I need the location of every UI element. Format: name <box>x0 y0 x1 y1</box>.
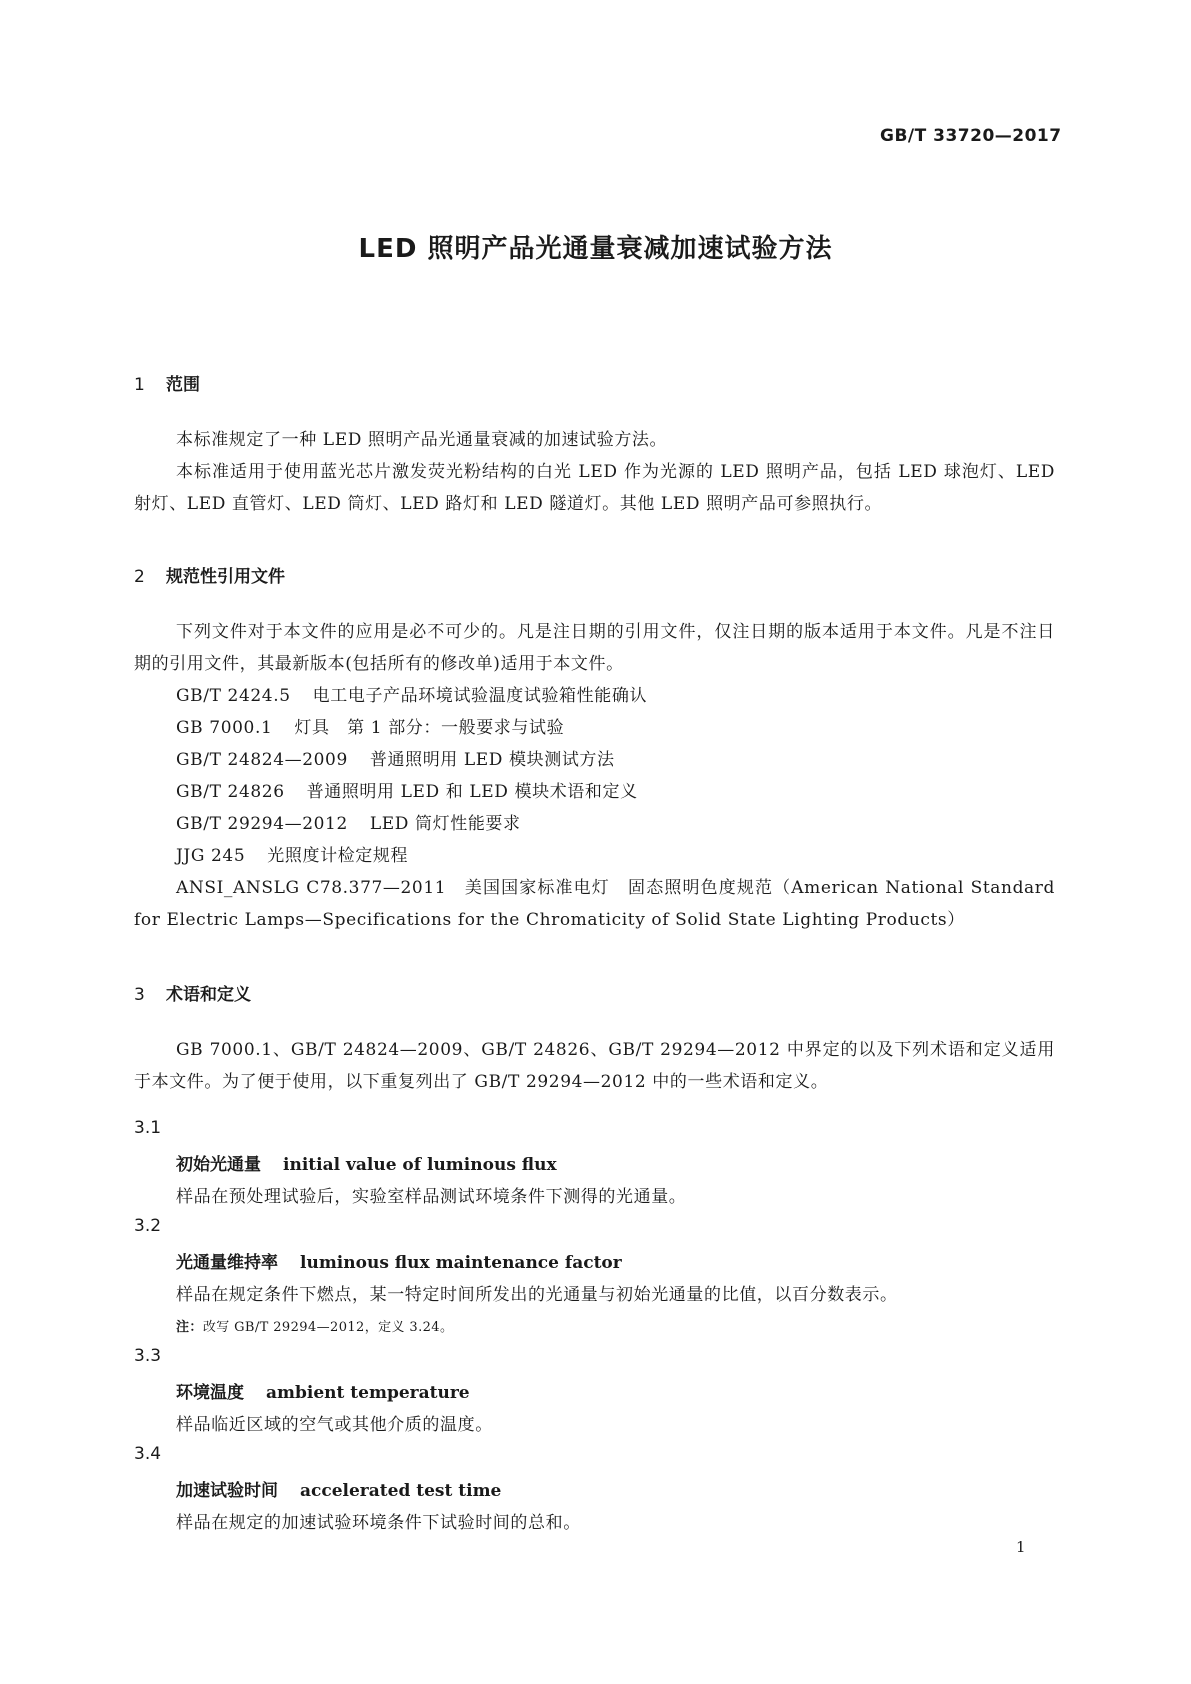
reference-item <box>176 840 408 872</box>
note-text: 改写 GB/T 29294—2012，定义 3.24。 <box>202 1320 454 1335</box>
reference-code: JJG 245 <box>176 846 246 866</box>
paragraph: 本标准适用于使用蓝光芯片激发荧光粉结构的白光 LED 作为光源的 LED 照明产品，包括 LED 球泡灯、LED 射灯、LED 直管灯、LED 筒灯、LED 路灯和 LED 隧道灯。其他 LED 照明产品可参照执行。 <box>134 462 1055 514</box>
term-definition: 样品在规定条件下燃点，某一特定时间所发出的光通量与初始光通量的比值，以百分数表示。 <box>176 1285 898 1305</box>
note-label: 注： <box>176 1320 203 1335</box>
term-name-zh: 初始光通量 <box>176 1155 261 1175</box>
reference-code: GB/T 24824—2009 <box>176 750 348 770</box>
section-title: 范围 <box>166 375 200 395</box>
reference-title: LED 筒灯性能要求 <box>369 814 521 834</box>
reference-title: 普通照明用 LED 和 LED 模块术语和定义 <box>306 782 638 802</box>
page-number: 1 <box>1016 1538 1026 1556</box>
section-1-heading <box>134 370 200 395</box>
term-name-en: initial value of luminous flux <box>283 1155 557 1175</box>
reference-title: 普通照明用 LED 模块测试方法 <box>369 750 615 770</box>
reference-code: GB/T 24826 <box>176 782 285 802</box>
standard-code: GB/T 33720—2017 <box>880 126 1062 146</box>
reference-title: 光照度计检定规程 <box>267 846 409 866</box>
term-name-en: ambient temperature <box>266 1383 470 1403</box>
reference-item <box>176 712 564 744</box>
term-definition: 样品临近区域的空气或其他介质的温度。 <box>176 1415 493 1435</box>
reference-title: 灯具 第 1 部分：一般要求与试验 <box>294 718 565 738</box>
term-name-zh: 加速试验时间 <box>176 1481 278 1501</box>
term-name-zh: 光通量维持率 <box>176 1253 278 1273</box>
section-number: 3 <box>134 985 145 1005</box>
term-definition: 样品在预处理试验后，实验室样品测试环境条件下测得的光通量。 <box>176 1187 687 1207</box>
reference-code: GB 7000.1 <box>176 718 273 738</box>
reference-code: GB/T 2424.5 <box>176 686 291 706</box>
term-name <box>176 1378 470 1403</box>
paragraph: 本标准规定了一种 LED 照明产品光通量衰减的加速试验方法。 <box>176 430 668 450</box>
term-name-zh: 环境温度 <box>176 1383 244 1403</box>
section-2-heading <box>134 562 285 587</box>
term-note <box>176 1316 453 1335</box>
section-number: 1 <box>134 375 145 395</box>
term-name <box>176 1248 622 1273</box>
term-name <box>176 1476 501 1501</box>
term-definition: 样品在规定的加速试验环境条件下试验时间的总和。 <box>176 1513 581 1533</box>
term-name-en: accelerated test time <box>300 1481 502 1501</box>
term-number: 3.4 <box>134 1444 162 1464</box>
term-number: 3.2 <box>134 1216 162 1236</box>
section-title: 术语和定义 <box>166 985 251 1005</box>
paragraph: GB 7000.1、GB/T 24824—2009、GB/T 24826、GB/T 29294—2012 中界定的以及下列术语和定义适用于本文件。为了便于使用，以下重复列出了 GB/T 29294—2012 中的一些术语和定义。 <box>134 1040 1055 1092</box>
term-number: 3.3 <box>134 1346 162 1366</box>
section-3-heading <box>134 980 251 1005</box>
section-title: 规范性引用文件 <box>166 567 285 587</box>
reference-item <box>176 776 638 808</box>
document-title: LED 照明产品光通量衰减加速试验方法 <box>358 234 833 264</box>
term-number: 3.1 <box>134 1118 162 1138</box>
reference-item <box>176 744 615 776</box>
term-name-en: luminous flux maintenance factor <box>300 1253 622 1273</box>
reference-item <box>176 808 521 840</box>
reference-item-ansi: ANSI_ANSLG C78.377—2011 美国国家标准电灯 固态照明色度规范（American National Standard for Electric Lamps—Specifications for the Chromaticity of Solid State Lighting Products） <box>134 878 1055 930</box>
paragraph: 下列文件对于本文件的应用是必不可少的。凡是注日期的引用文件，仅注日期的版本适用于本文件。凡是不注日期的引用文件，其最新版本(包括所有的修改单)适用于本文件。 <box>134 622 1055 674</box>
section-number: 2 <box>134 567 145 587</box>
term-name <box>176 1150 557 1175</box>
reference-code: GB/T 29294—2012 <box>176 814 348 834</box>
reference-item <box>176 680 647 712</box>
reference-title: 电工电子产品环境试验温度试验箱性能确认 <box>312 686 648 706</box>
